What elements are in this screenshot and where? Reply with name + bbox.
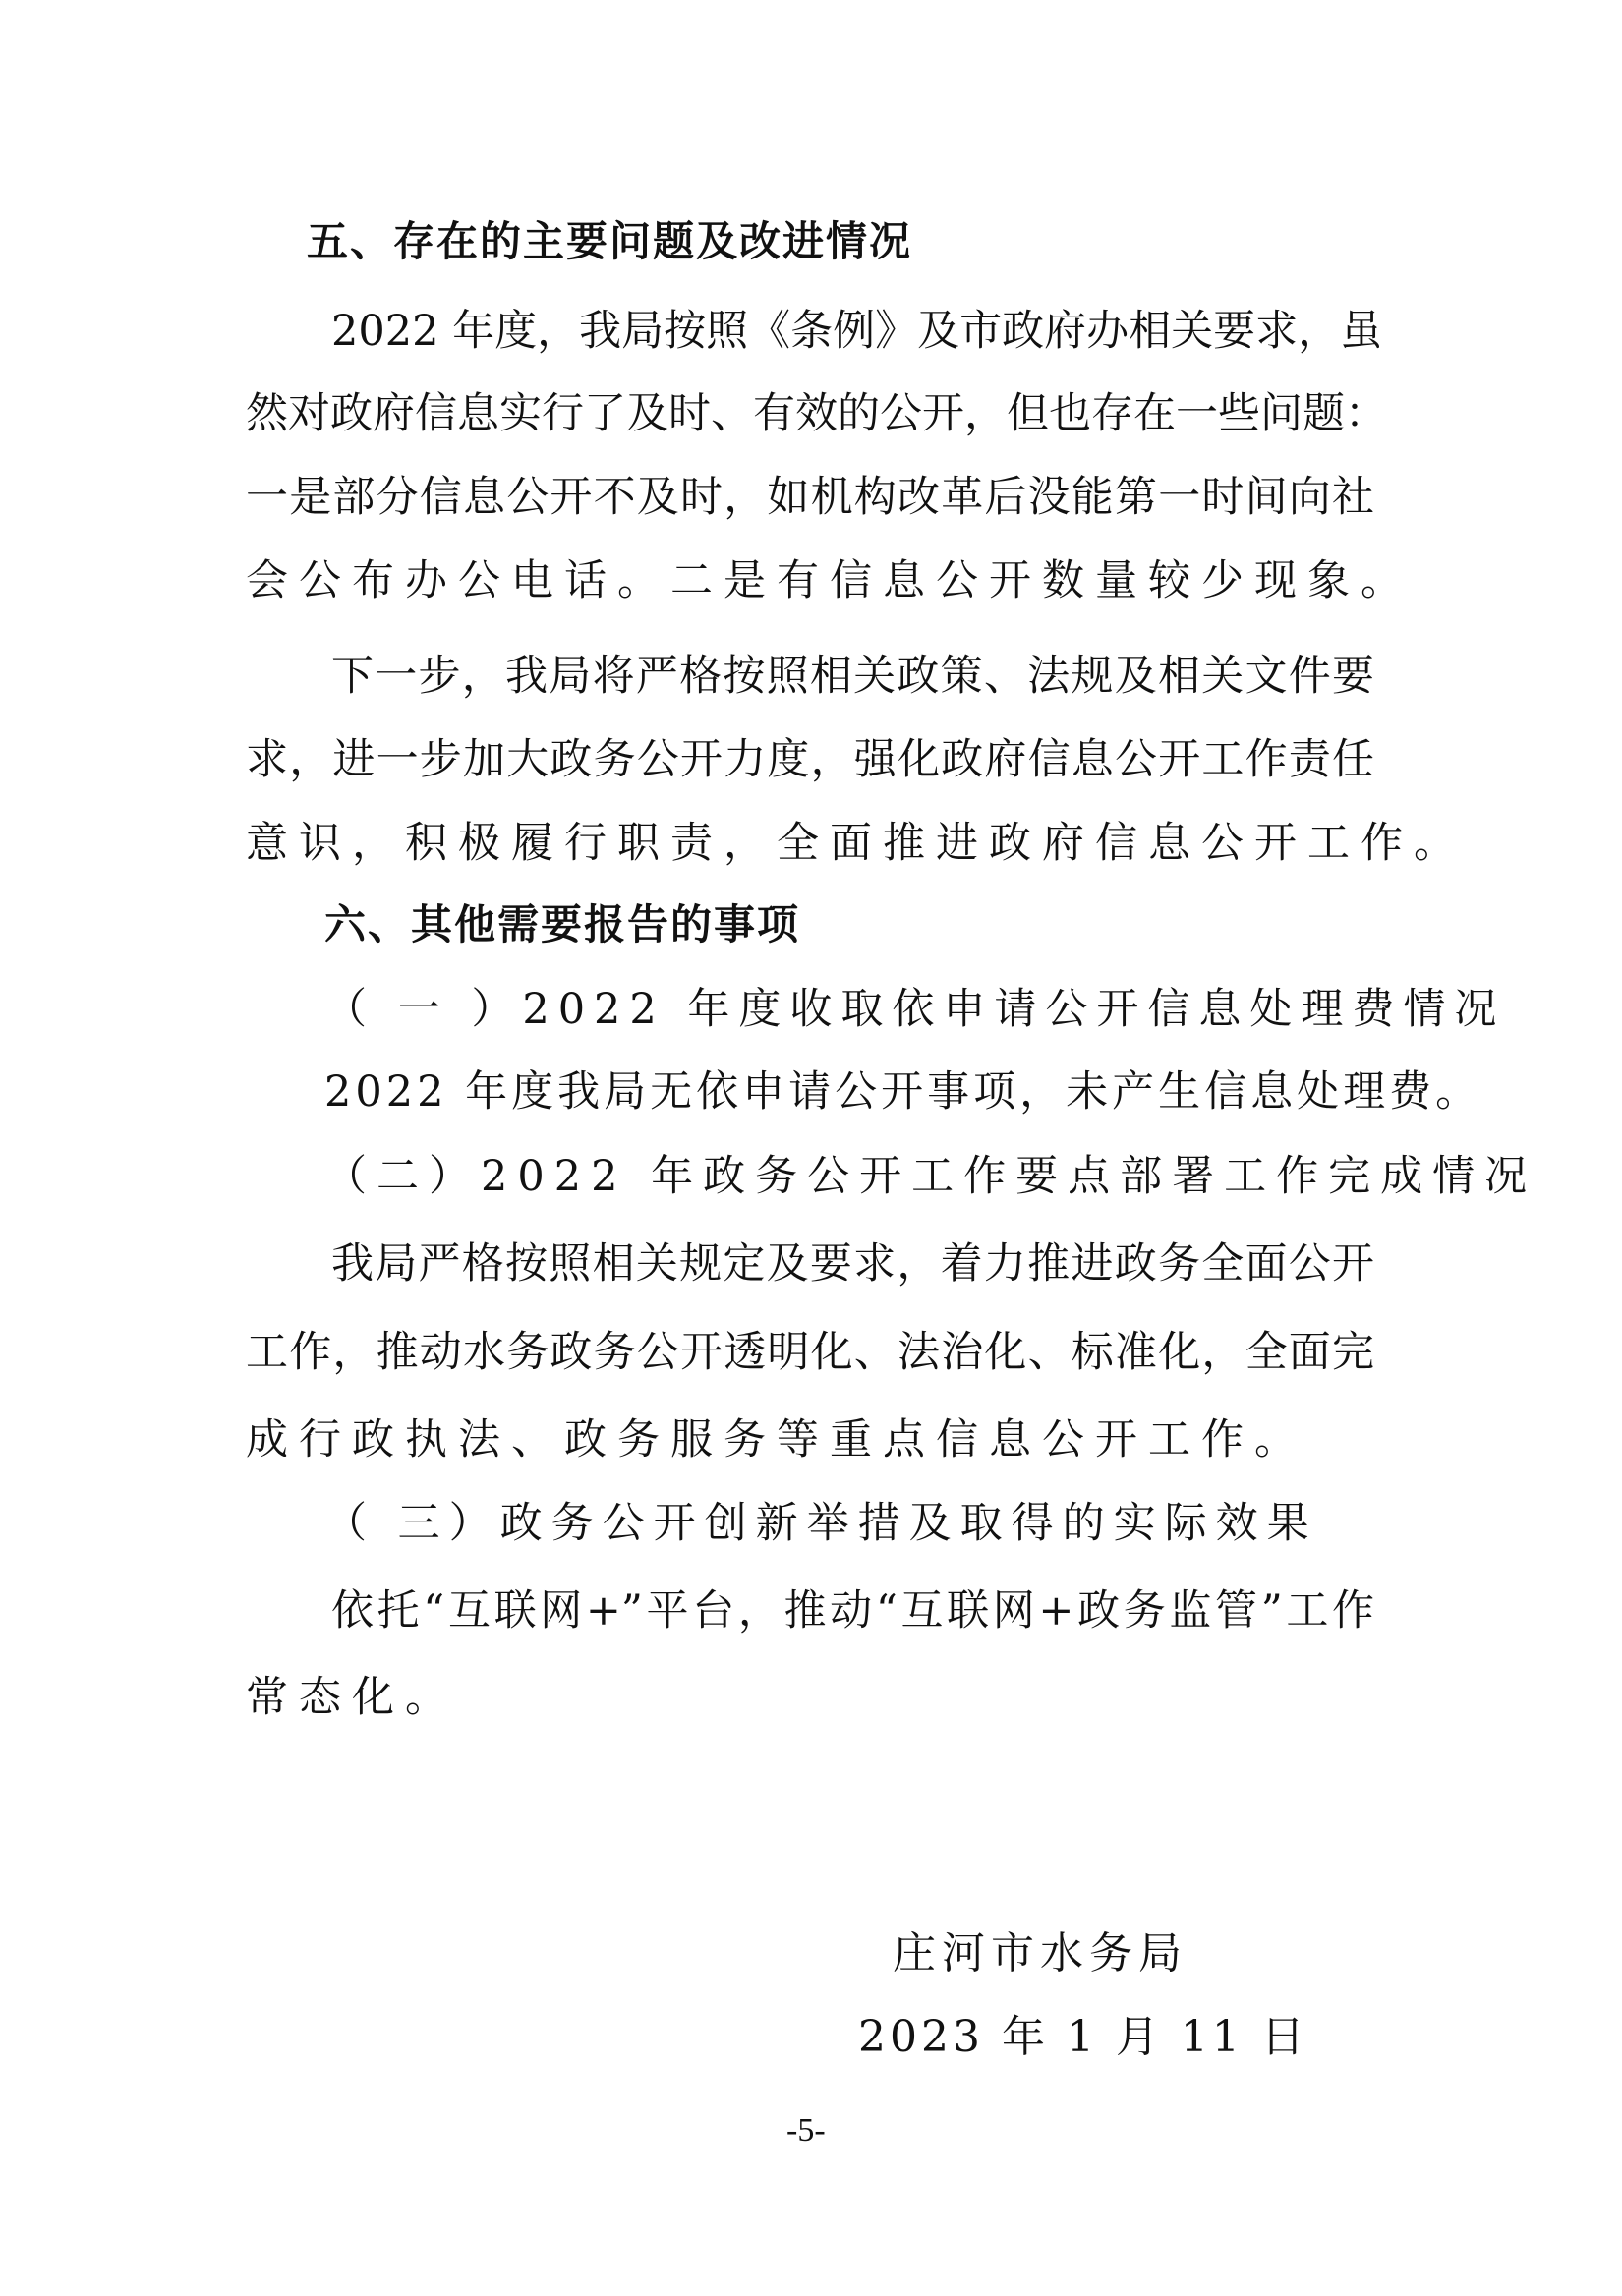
paragraph-line: 然对政府信息实行了及时、有效的公开，但也存在一些问题：	[246, 389, 1387, 438]
paragraph-line: 2022 年度，我局按照《条例》及市政府办相关要求，虽	[331, 307, 1383, 356]
paragraph-line: 工作，推动水务政务公开透明化、法治化、标准化，全面完	[246, 1328, 1374, 1377]
subsection-heading-innovation: （ 三）政务公开创新举措及取得的实际效果	[324, 1499, 1318, 1548]
signature-organization: 庄河市水务局	[893, 1928, 1188, 1979]
subsection-heading-work-points: （二）2022 年政务公开工作要点部署工作完成情况	[324, 1152, 1537, 1201]
paragraph-line: 成行政执法、政务服务等重点信息公开工作。	[246, 1415, 1307, 1464]
page-number: -5-	[786, 2112, 826, 2149]
paragraph-line: 求，进一步加大政务公开力度，强化政府信息公开工作责任	[246, 735, 1374, 784]
section-heading-other-matters: 六、其他需要报告的事项	[324, 900, 801, 948]
subsection-heading-fees: （ 一 ）2022 年度收取依申请公开信息处理费情况	[324, 985, 1506, 1034]
paragraph-line: 依托“互联网+”平台，推动“互联网+政务监管”工作	[331, 1586, 1374, 1636]
paragraph-line: 常态化。	[246, 1673, 458, 1722]
paragraph-line: 我局严格按照相关规定及要求，着力推进政务全面公开	[331, 1239, 1374, 1289]
paragraph-line: 下一步，我局将严格按照相关政策、法规及相关文件要	[331, 652, 1374, 701]
paragraph-line: 一是部分信息公开不及时，如机构改革后没能第一时间向社	[246, 473, 1374, 522]
paragraph-line: 2022 年度我局无依申请公开事项，未产生信息处理费。	[324, 1067, 1482, 1117]
paragraph-line: 会公布办公电话。二是有信息公开数量较少现象。	[246, 556, 1414, 605]
signature-date: 2023 年 1 月 11 日	[858, 2012, 1308, 2062]
section-heading-problems: 五、存在的主要问题及改进情况	[307, 217, 913, 265]
paragraph-line: 意识，积极履行职责，全面推进政府信息公开工作。	[246, 819, 1467, 868]
